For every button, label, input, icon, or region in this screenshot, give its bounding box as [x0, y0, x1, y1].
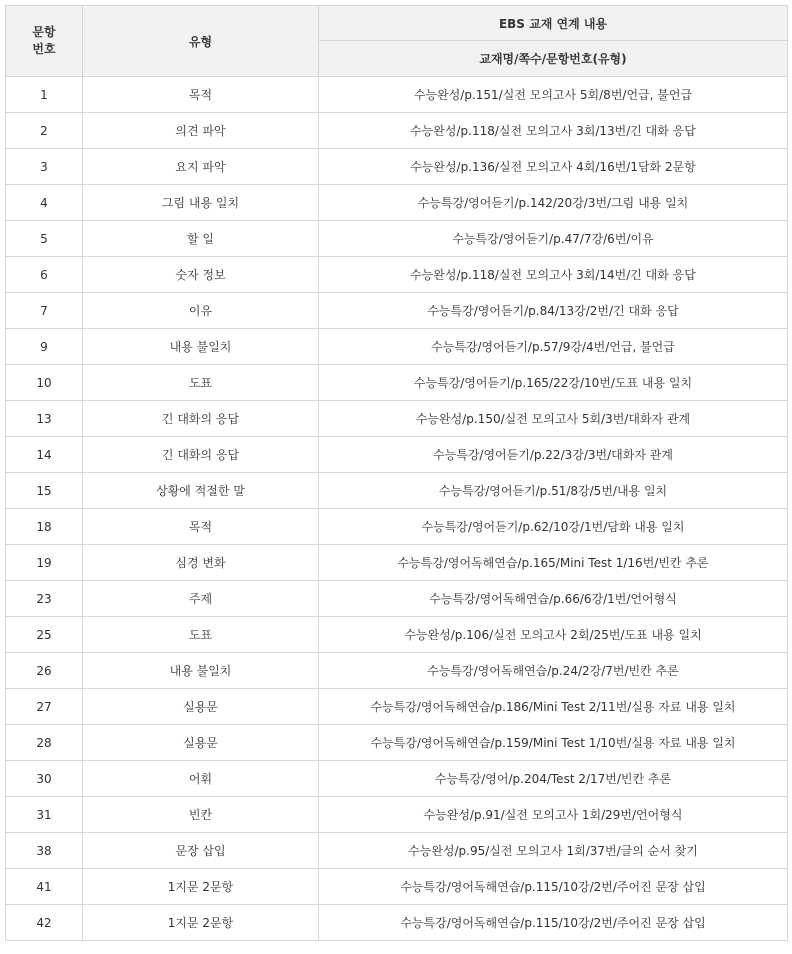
cell-type: 실용문: [83, 725, 319, 761]
cell-textbook-content: 수능특강/영어듣기/p.142/20강/3번/그림 내용 일치: [319, 185, 788, 221]
cell-type: 내용 불일치: [83, 653, 319, 689]
header-ebs-content: EBS 교재 연계 내용: [319, 6, 788, 41]
cell-question-number: 5: [6, 221, 83, 257]
cell-type: 어휘: [83, 761, 319, 797]
cell-question-number: 15: [6, 473, 83, 509]
header-type: 유형: [83, 6, 319, 77]
cell-textbook-content: 수능완성/p.150/실전 모의고사 5회/3번/대화자 관계: [319, 401, 788, 437]
cell-textbook-content: 수능완성/p.151/실전 모의고사 5회/8번/언급, 불언급: [319, 77, 788, 113]
cell-textbook-content: 수능특강/영어듣기/p.51/8강/5번/내용 일치: [319, 473, 788, 509]
ebs-linkage-table: [5, 5, 788, 941]
cell-question-number: 27: [6, 689, 83, 725]
cell-question-number: 1: [6, 77, 83, 113]
cell-question-number: 9: [6, 329, 83, 365]
cell-textbook-content: 수능특강/영어독해연습/p.66/6강/1번/언어형식: [319, 581, 788, 617]
cell-type: 1지문 2문항: [83, 869, 319, 905]
cell-textbook-content: 수능완성/p.95/실전 모의고사 1회/37번/글의 순서 찾기: [319, 833, 788, 869]
cell-question-number: 10: [6, 365, 83, 401]
cell-type: 이유: [83, 293, 319, 329]
cell-type: 할 일: [83, 221, 319, 257]
table-row: [6, 725, 788, 761]
cell-question-number: 4: [6, 185, 83, 221]
cell-textbook-content: 수능특강/영어독해연습/p.186/Mini Test 2/11번/실용 자료 내용 일치: [319, 689, 788, 725]
cell-question-number: 38: [6, 833, 83, 869]
cell-question-number: 2: [6, 113, 83, 149]
cell-question-number: 42: [6, 905, 83, 941]
table-row: [6, 905, 788, 941]
cell-type: 요지 파악: [83, 149, 319, 185]
cell-type: 주제: [83, 581, 319, 617]
cell-textbook-content: 수능특강/영어듣기/p.22/3강/3번/대화자 관계: [319, 437, 788, 473]
cell-textbook-content: 수능특강/영어듣기/p.165/22강/10번/도표 내용 일치: [319, 365, 788, 401]
cell-textbook-content: 수능특강/영어독해연습/p.165/Mini Test 1/16번/빈칸 추론: [319, 545, 788, 581]
table-row: [6, 617, 788, 653]
table-row: [6, 149, 788, 185]
cell-type: 목적: [83, 509, 319, 545]
table-row: [6, 365, 788, 401]
cell-textbook-content: 수능특강/영어듣기/p.84/13강/2번/긴 대화 응답: [319, 293, 788, 329]
header-question-number: [6, 6, 83, 77]
cell-question-number: 18: [6, 509, 83, 545]
cell-textbook-content: 수능특강/영어/p.204/Test 2/17번/빈칸 추론: [319, 761, 788, 797]
table-body: [6, 77, 788, 941]
table-row: [6, 797, 788, 833]
cell-textbook-content: 수능특강/영어독해연습/p.115/10강/2번/주어진 문장 삽입: [319, 869, 788, 905]
cell-textbook-content: 수능특강/영어독해연습/p.115/10강/2번/주어진 문장 삽입: [319, 905, 788, 941]
cell-type: 숫자 정보: [83, 257, 319, 293]
cell-type: 그림 내용 일치: [83, 185, 319, 221]
cell-textbook-content: 수능특강/영어독해연습/p.24/2강/7번/빈칸 추론: [319, 653, 788, 689]
table-header: [6, 6, 788, 77]
table-row: [6, 473, 788, 509]
cell-question-number: 41: [6, 869, 83, 905]
cell-type: 빈칸: [83, 797, 319, 833]
table-row: [6, 509, 788, 545]
cell-textbook-content: 수능특강/영어듣기/p.57/9강/4번/언급, 불언급: [319, 329, 788, 365]
cell-question-number: 3: [6, 149, 83, 185]
cell-textbook-content: 수능완성/p.136/실전 모의고사 4회/16번/1담화 2문항: [319, 149, 788, 185]
ebs-linkage-table-container: [5, 5, 788, 941]
cell-question-number: 31: [6, 797, 83, 833]
cell-type: 실용문: [83, 689, 319, 725]
cell-question-number: 13: [6, 401, 83, 437]
header-row-1: [6, 6, 788, 41]
cell-question-number: 14: [6, 437, 83, 473]
table-row: [6, 113, 788, 149]
header-question-number-line2: 번호: [32, 42, 56, 56]
cell-type: 상황에 적절한 말: [83, 473, 319, 509]
cell-textbook-content: 수능특강/영어독해연습/p.159/Mini Test 1/10번/실용 자료 내용 일치: [319, 725, 788, 761]
table-row: [6, 689, 788, 725]
table-row: [6, 77, 788, 113]
cell-type: 도표: [83, 365, 319, 401]
table-row: [6, 185, 788, 221]
cell-type: 의견 파악: [83, 113, 319, 149]
cell-textbook-content: 수능완성/p.118/실전 모의고사 3회/14번/긴 대화 응답: [319, 257, 788, 293]
table-row: [6, 329, 788, 365]
cell-type: 내용 불일치: [83, 329, 319, 365]
header-question-number-line1: 문항: [32, 25, 56, 39]
table-row: [6, 653, 788, 689]
header-textbook-details: 교재명/쪽수/문항번호(유형): [319, 41, 788, 77]
cell-question-number: 26: [6, 653, 83, 689]
table-row: [6, 221, 788, 257]
cell-question-number: 28: [6, 725, 83, 761]
cell-type: 심경 변화: [83, 545, 319, 581]
cell-question-number: 6: [6, 257, 83, 293]
cell-type: 긴 대화의 응답: [83, 401, 319, 437]
table-row: [6, 833, 788, 869]
cell-type: 1지문 2문항: [83, 905, 319, 941]
cell-question-number: 7: [6, 293, 83, 329]
cell-textbook-content: 수능완성/p.91/실전 모의고사 1회/29번/언어형식: [319, 797, 788, 833]
cell-question-number: 19: [6, 545, 83, 581]
cell-type: 도표: [83, 617, 319, 653]
table-row: [6, 545, 788, 581]
table-row: [6, 581, 788, 617]
cell-textbook-content: 수능완성/p.106/실전 모의고사 2회/25번/도표 내용 일치: [319, 617, 788, 653]
cell-textbook-content: 수능특강/영어듣기/p.47/7강/6번/이유: [319, 221, 788, 257]
cell-type: 긴 대화의 응답: [83, 437, 319, 473]
table-row: [6, 293, 788, 329]
cell-question-number: 25: [6, 617, 83, 653]
cell-textbook-content: 수능특강/영어듣기/p.62/10강/1번/담화 내용 일치: [319, 509, 788, 545]
cell-question-number: 30: [6, 761, 83, 797]
cell-textbook-content: 수능완성/p.118/실전 모의고사 3회/13번/긴 대화 응답: [319, 113, 788, 149]
table-row: [6, 437, 788, 473]
table-row: [6, 761, 788, 797]
cell-type: 목적: [83, 77, 319, 113]
cell-type: 문장 삽입: [83, 833, 319, 869]
table-row: [6, 257, 788, 293]
table-row: [6, 401, 788, 437]
cell-question-number: 23: [6, 581, 83, 617]
table-row: [6, 869, 788, 905]
